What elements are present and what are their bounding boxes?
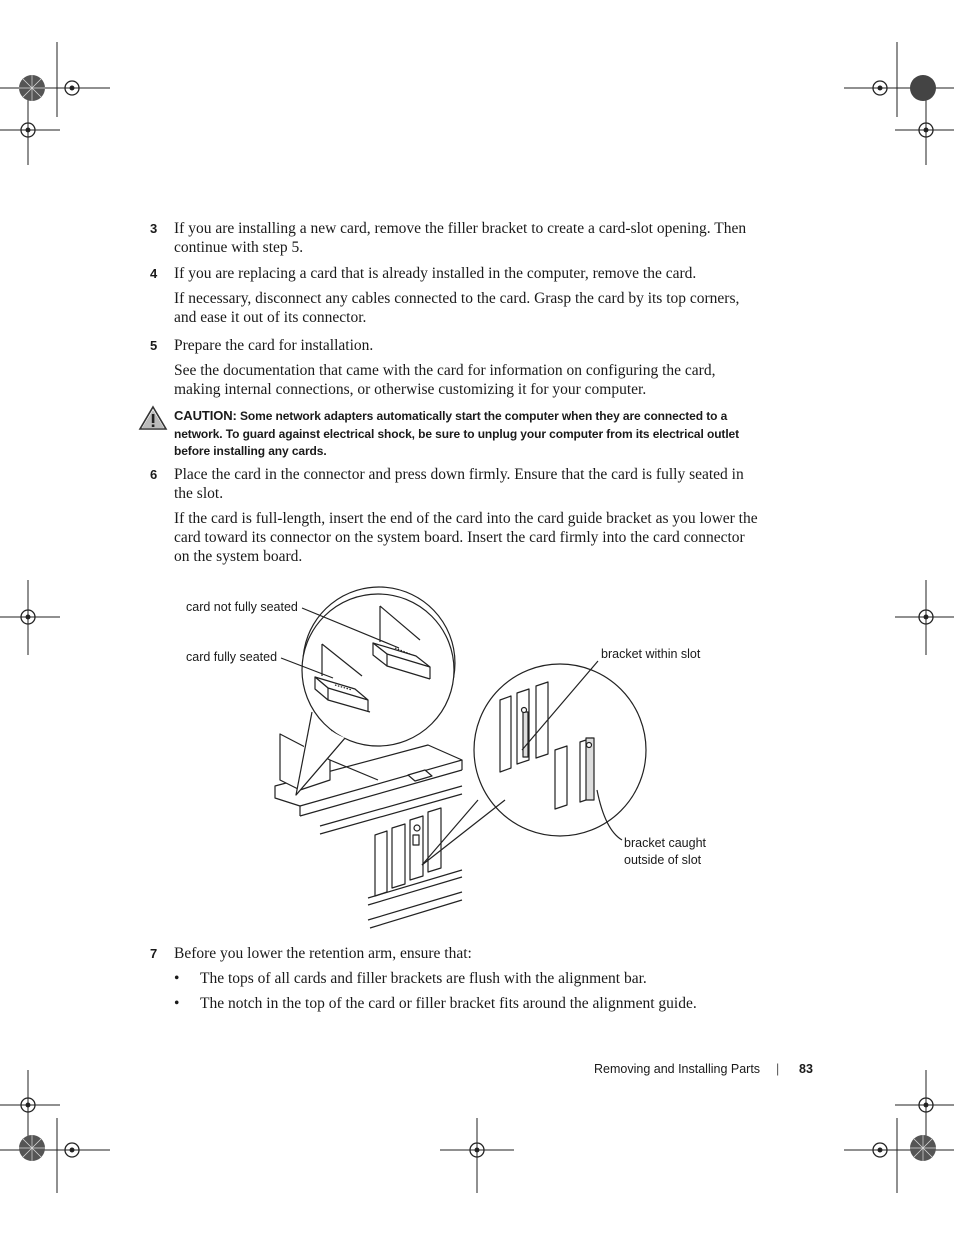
- label-line-1: bracket caught: [624, 836, 706, 850]
- bullet-dot: •: [174, 995, 180, 1012]
- step-number: 6: [150, 467, 158, 482]
- bullet-text: The notch in the top of the card or filler bracket fits around the alignment guide.: [200, 995, 697, 1012]
- bullet-item: [174, 994, 762, 1013]
- caution-lead: CAUTION:: [174, 408, 237, 423]
- step-text: Before you lower the retention arm, ensure that:: [174, 945, 472, 962]
- label-line-2: outside of slot: [624, 853, 702, 867]
- step-text: Prepare the card for installation.: [174, 337, 374, 354]
- step-text: If you are replacing a card that is already installed in the computer, remove the card.: [174, 265, 697, 282]
- caution-text: Some network adapters automatically start the computer when they are connected to a network. To guard against electrical shock, be sure to unplug your computer from its electrical outlet before installing any cards.: [174, 409, 740, 458]
- page-number: 83: [799, 1062, 813, 1076]
- label-bracket-within-slot: bracket within slot: [601, 647, 701, 661]
- step-number: 5: [150, 338, 158, 353]
- step-text: Place the card in the connector and press down firmly. Ensure that the card is fully seated in the slot.: [174, 466, 744, 502]
- bullet-dot: •: [174, 970, 180, 987]
- step-6-detail: If the card is full-length, insert the end of the card into the card guide bracket as you lower the card toward its connector on the system board. Insert the card firmly into the card connector on the system board.: [174, 510, 758, 565]
- step-number: 4: [150, 266, 158, 281]
- step-7: [150, 944, 762, 963]
- label-bracket-caught-outside: [624, 835, 706, 869]
- step-4-detail: If necessary, disconnect any cables connected to the card. Grasp the card by its top corners, and ease it out of its connector.: [174, 290, 740, 326]
- step-5-detail: See the documentation that came with the card for information on configuring the card, making internal connections, or otherwise customizing it for your computer.: [174, 362, 716, 398]
- footer-separator: |: [776, 1062, 780, 1076]
- step-text: If you are installing a new card, remove the filler bracket to create a card-slot opening. Then continue with step 5.: [174, 220, 747, 256]
- step-number: 3: [150, 221, 158, 236]
- bullet-item: [174, 969, 762, 988]
- label-card-fully-seated: card fully seated: [186, 650, 278, 664]
- footer-section-title: Removing and Installing Parts: [594, 1062, 761, 1076]
- bullet-text: The tops of all cards and filler brackets are flush with the alignment bar.: [200, 970, 647, 987]
- step-number: 7: [150, 946, 158, 961]
- label-card-not-fully-seated: card not fully seated: [186, 600, 298, 614]
